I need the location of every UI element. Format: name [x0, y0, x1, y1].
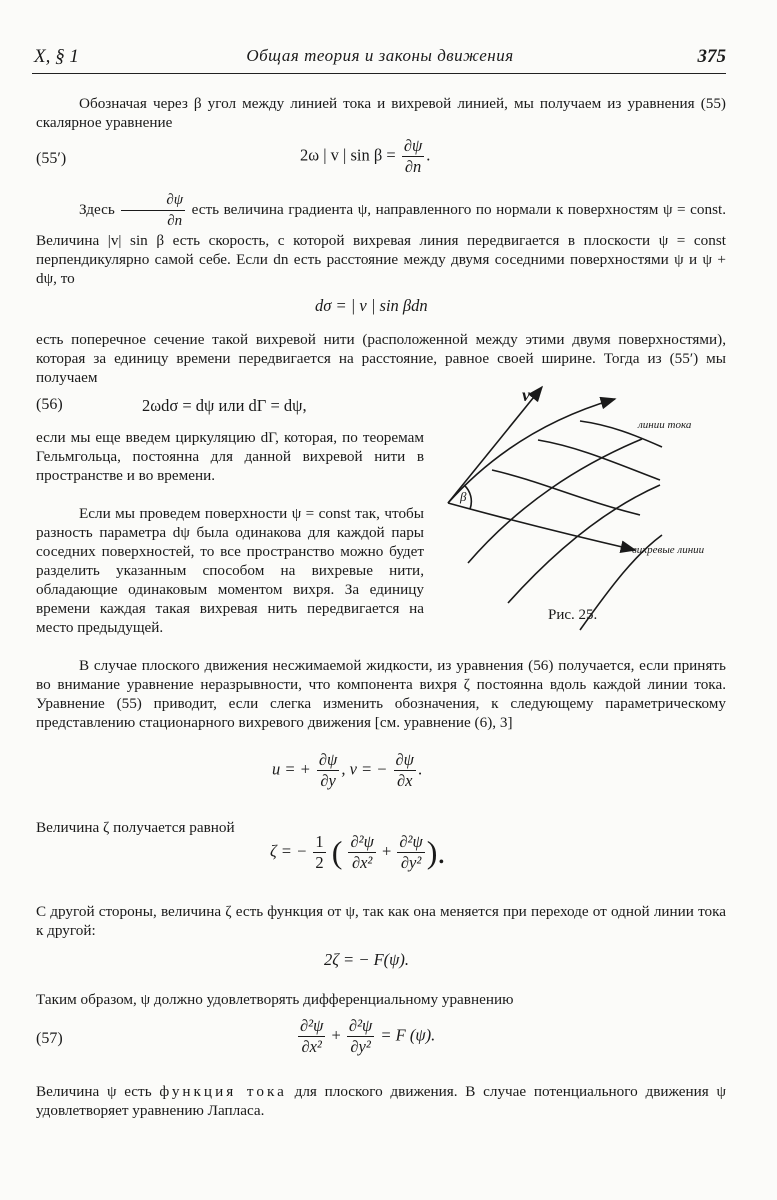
uv-frac-2: [394, 750, 416, 791]
equation-56: 2ωdσ = dψ или dΓ = dψ,: [142, 396, 307, 415]
eq55p-fraction: [402, 136, 424, 177]
equation-zeta: [270, 832, 445, 873]
equation-57: [296, 1016, 435, 1057]
p2-frac-den: ∂n: [167, 213, 183, 229]
paragraph-7: Величина ζ получается равной: [36, 819, 235, 836]
paragraph-10: [36, 1082, 726, 1120]
zeta-lhs: ζ = −: [270, 841, 308, 861]
figure-25: [430, 385, 730, 635]
paragraph-8: С другой стороны, величина ζ есть функция от ψ, так как она меняется при переходе от одной линии тока к другой:: [36, 903, 726, 939]
paragraph-1: Обозначая через β угол между линией тока и вихревой линией, мы получаем из уравнения (55) скалярное уравнение: [36, 95, 726, 131]
vortex-line-2: [492, 470, 640, 515]
p2-fraction: [121, 190, 185, 231]
zeta-close-paren: ).: [426, 834, 446, 870]
uv-end: .: [417, 759, 423, 779]
eq57-frac-b: [347, 1016, 374, 1057]
equation-number-57: (57): [36, 1030, 63, 1047]
eq57-a-num: ∂²ψ: [300, 1016, 324, 1035]
paragraph-3: есть поперечное сечение такой вихревой нити (расположенной между этими двумя поверхностями), которая за единицу времени передвигается на расстояние, равное своей ширине. Тогда из (55′) мы получаем: [36, 331, 726, 386]
running-header: [34, 46, 726, 70]
zeta-half: [313, 832, 325, 873]
eq57-b-den: ∂y²: [350, 1037, 371, 1056]
figure-caption: Рис. 25.: [548, 607, 598, 623]
uv-v: , v = −: [341, 759, 388, 779]
zeta-b-den: ∂y²: [400, 853, 422, 872]
paragraph-9: Таким образом, ψ должно удовлетворять дифференциальному уравнению: [36, 991, 514, 1008]
section-ref: X, § 1: [34, 46, 79, 67]
paragraph-6: В случае плоского движения несжимаемой жидкости, из уравнения (56) получается, если принять во внимание уравнение неразрывности, что компонента вихря ζ постоянна вдоль каждой линии тока. Уравнение (55) приводит, если слегка изменить обозначения, к следующему параметрическому представлению стационарного вихревого движения [см. уравнение (6), 3]: [36, 657, 726, 731]
zeta-frac-b: [397, 832, 424, 873]
eq57-b-num: ∂²ψ: [348, 1016, 373, 1035]
p10-rest: для плоского движения. В случае потенциального движения ψ удовлетворяет уравнению Лапласа.: [36, 1083, 727, 1119]
zeta-open-paren: (: [331, 834, 343, 870]
equation-dsigma: dσ = | v | sin βdn: [315, 296, 428, 315]
v-label: v: [522, 385, 530, 405]
p10-spaced-term: функция тока: [159, 1083, 287, 1100]
p2-rest: есть величина градиента ψ, направленного по нормали к поверхностям ψ = const. Величина |v| sin β есть скорость, с которой вихревая линия передвигается в плоскости ψ = const перпендикулярно самой себе. Если dn есть расстояние между двумя соседними поверхностями ψ и ψ + dψ, то: [36, 200, 727, 287]
zeta-plus: +: [381, 841, 392, 861]
vortex-line-1: [448, 503, 635, 550]
uv-frac2-den: ∂x: [396, 771, 413, 790]
beta-label: β: [460, 489, 467, 504]
uv-frac-1: [317, 750, 339, 791]
eq57-rhs: = F (ψ).: [380, 1025, 436, 1045]
header-rule: [32, 73, 726, 74]
equation-55p: [300, 136, 430, 177]
p2-lead: Здесь: [79, 200, 115, 218]
paragraph-2: [36, 190, 726, 288]
paragraph-4: если мы еще введем циркуляцию dΓ, которая, по теоремам Гельмгольца, постоянна для данной вихревой нити в пространстве и во времени.: [36, 429, 424, 484]
stream-lines-label: линии тока: [638, 419, 692, 431]
zeta-a-num: ∂²ψ: [350, 832, 374, 851]
uv-frac1-num: ∂ψ: [318, 750, 338, 769]
equation-number-55p: (55′): [36, 150, 67, 167]
equation-number-56: (56): [36, 396, 63, 413]
eq55p-frac-den: ∂n: [404, 157, 422, 176]
stream-line-2: [468, 439, 642, 563]
eq55p-end: .: [426, 145, 431, 165]
equation-F: 2ζ = − F(ψ).: [324, 950, 410, 969]
uv-frac1-den: ∂y: [320, 771, 336, 790]
page-number: 375: [697, 46, 726, 67]
chapter-title: Общая теория и законы движения: [246, 46, 514, 65]
uv-frac2-num: ∂ψ: [395, 750, 414, 769]
eq57-frac-a: [298, 1016, 325, 1057]
eq57-plus: +: [331, 1025, 341, 1045]
stream-line-1: [448, 399, 615, 503]
p2-frac-num: ∂ψ: [121, 190, 185, 211]
eq55p-lhs: 2ω | v | sin β =: [300, 145, 396, 165]
vortex-lines-label: вихревые линии: [632, 544, 705, 556]
p10-lead: Величина ψ есть: [36, 1083, 152, 1100]
zeta-b-num: ∂²ψ: [399, 832, 423, 851]
zeta-a-den: ∂x²: [351, 853, 373, 872]
eq55p-frac-num: ∂ψ: [403, 136, 423, 155]
eq57-a-den: ∂x²: [301, 1037, 322, 1056]
zeta-half-den: 2: [315, 853, 324, 872]
zeta-frac-a: [348, 832, 375, 873]
uv-u: u = +: [272, 759, 311, 779]
equation-uv: [272, 750, 422, 791]
paragraph-5: Если мы проведем поверхности ψ = const так, чтобы разность параметра dψ была одинакова для каждой пары соседних поверхностей, то все пространство можно будет разделить указанным способом на вихревые нити, обладающие одинаковым моментом вихря. За единицу времени каждая такая вихревая нить передвигается на место предыдущей.: [36, 505, 424, 636]
zeta-half-num: 1: [315, 832, 324, 851]
